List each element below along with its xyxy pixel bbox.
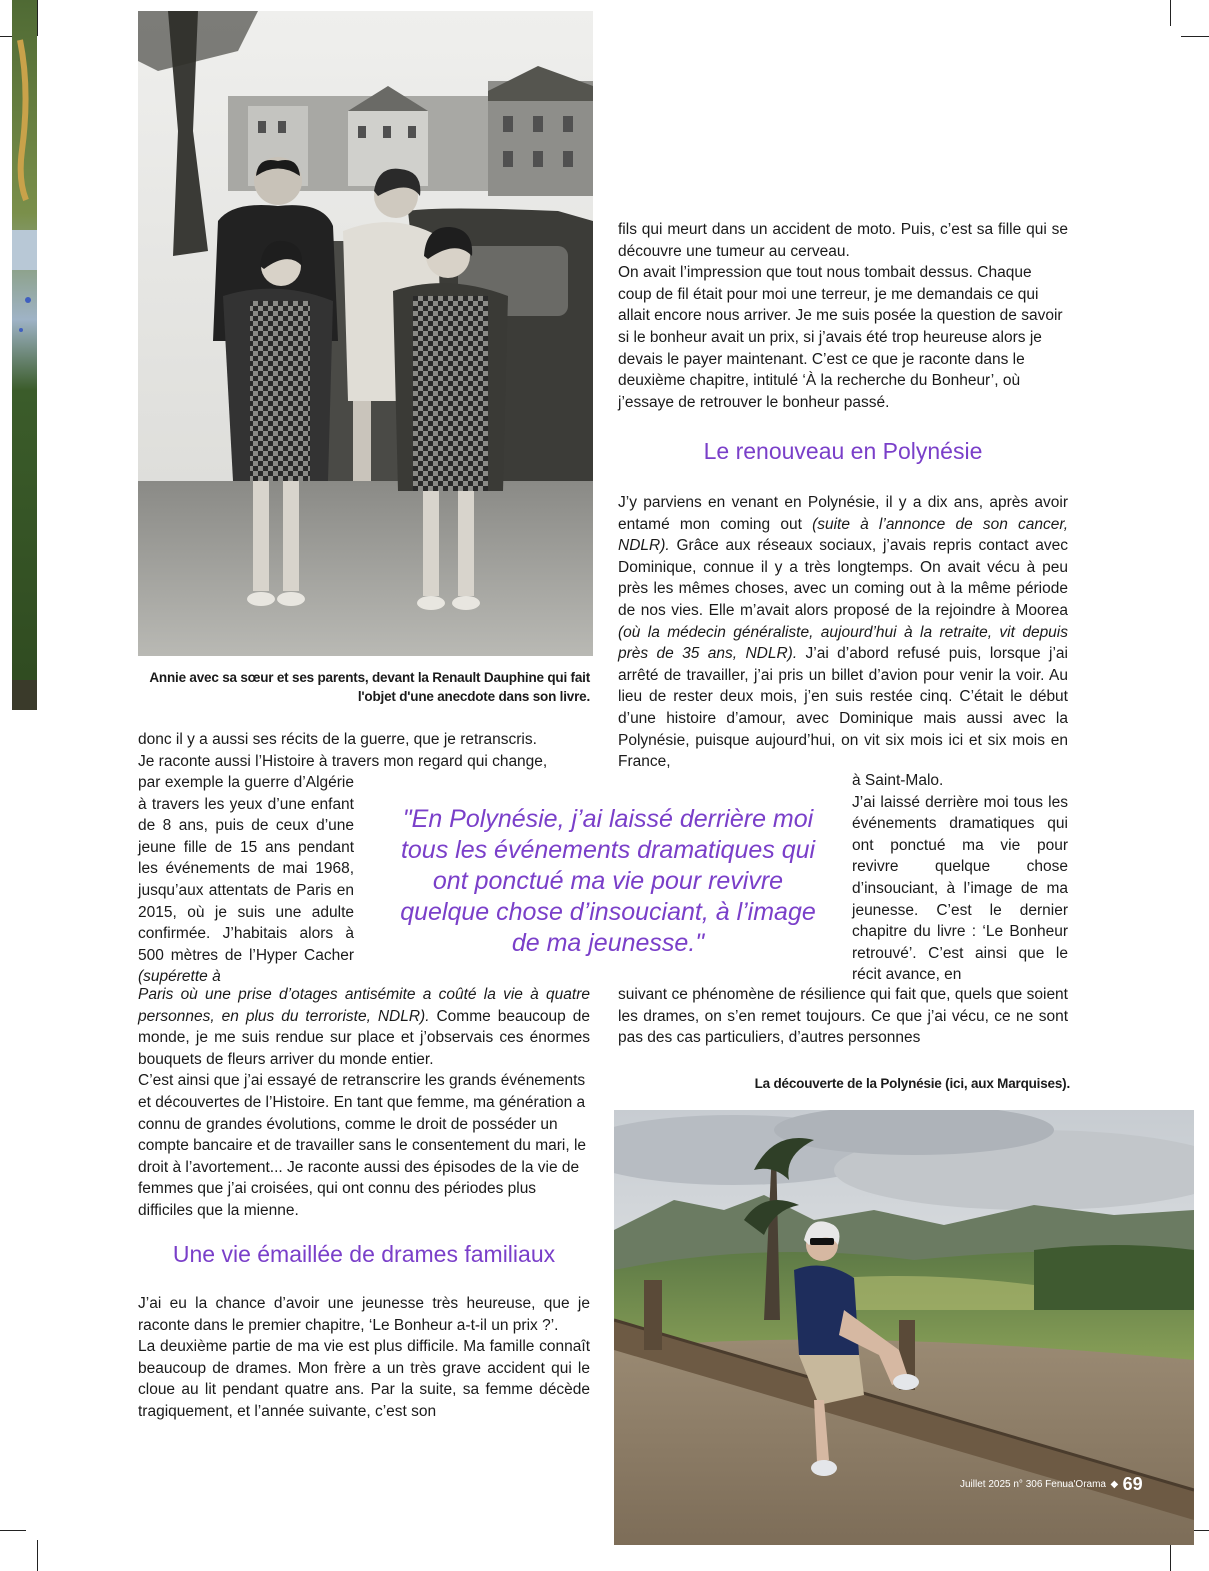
issue-info: Juillet 2025 n° 306 Fenua'Orama (960, 1479, 1106, 1490)
body-paragraph (138, 772, 354, 988)
bullet-icon: ◆ (1110, 1479, 1119, 1490)
right-column-top (618, 219, 1068, 413)
family-photo (138, 11, 593, 656)
crop-mark (37, 0, 38, 36)
body-line: à Saint-Malo. (852, 772, 944, 789)
crop-mark (37, 1540, 38, 1571)
right-column-middle (618, 492, 1068, 773)
section-heading-drames: Une vie émaillée de drames familiaux (172, 1241, 556, 1267)
body-paragraph (618, 492, 1068, 773)
pull-quote: "En Polynésie, j’ai laissé derrière moi tous les événements dramatiques qui ont ponctué ma vie pour revivre quelque chose d’insouciant, à l’image de ma jeunesse." (400, 805, 816, 957)
page-number: 69 (1122, 1474, 1143, 1494)
right-column-narrow (852, 770, 1068, 986)
editor-note: Paris où une prise d’otages antisémite a coûté la vie à quatre personnes, en plus du terroriste, NDLR). (138, 986, 590, 1025)
right-column-bottom (618, 984, 1068, 1049)
page-footer (960, 1474, 1143, 1498)
body-paragraph: suivant ce phénomène de résilience qui fait que, quels que soient les drames, on s’en remet toujours. Ce que j’ai vécu, ce ne sont pas des cas particuliers, d’autres personnes (618, 986, 1068, 1047)
crop-mark (0, 1530, 26, 1531)
body-paragraph: On avait l’impression que tout nous tombait dessus. Chaque coup de fil était pour moi une terreur, je me demandais ce qui allait encore nous arriver. Je me suis posée la question de savoir si le bonheur avait un prix, si j’avais été trop heureuse alors je devais le payer maintenant. C’est ce que je raconte dans le deuxième chapitre, intitulé ‘À la recherche du Bonheur’, où j’essaye de retrouver le bonheur passé. (618, 264, 1063, 411)
crop-mark (1170, 1545, 1171, 1571)
body-paragraph: J’ai eu la chance d’avoir une jeunesse très heureuse, que je raconte dans le premier chapitre, ‘Le Bonheur a-t-il un prix ?’. (138, 1295, 590, 1334)
crop-mark (1181, 36, 1209, 37)
text-run: J’ai d’abord refusé puis, lorsque j’ai arrêté de travailler, j’ai pris un billet d’avion pour venir la voir. Au lieu de rester deux mois, j’en suis restée cinq. C’était le début d’une histoire d’amour, avec Dominique mais aussi avec la Polynésie, puisque aujourd’hui, on vit six mois ici et six mois en France, (618, 645, 1069, 771)
body-paragraph: La deuxième partie de ma vie est plus difficile. Ma famille connaît beaucoup de drames. Mon frère a un très grave accident qui le cloue au lit pendant quatre ans. Par la suite, sa femme décède tragiquement, et l’année suivante, c’est son (138, 1338, 590, 1420)
body-paragraph: fils qui meurt dans un accident de moto. Puis, c’est sa fille qui se découvre une tumeur au cerveau. (618, 221, 1068, 260)
body-paragraph: C’est ainsi que j’ai essayé de retranscrire les grands événements et découvertes de l’Histoire. En tant que femme, ma génération a connu de grandes évolutions, comme le droit de posséder un compte bancaire et de travailler sans le consentement du mari, le droit à l’avortement... Je raconte aussi des épisodes de la vie de femmes que j’ai croisées, qui ont connu des périodes plus difficiles que la mienne. (138, 1072, 587, 1219)
editor-note: (supérette à (138, 968, 221, 986)
body-paragraph: donc il y a aussi ses récits de la guerre, que je retranscris. (138, 731, 537, 748)
text-run: Comme beaucoup de monde, je me suis rendue sur place et j’observais ces énormes bouquets de fleurs arriver du monde entier. (138, 1007, 590, 1068)
text-run: J’y parviens en venant en Polynésie, il y a dix ans, après avoir entamé mon coming out (618, 494, 1068, 533)
body-line: Je raconte aussi l’Histoire à travers mon regard qui change, (138, 752, 548, 770)
marquises-photo-caption: La découverte de la Polynésie (ici, aux Marquises). (754, 1076, 1070, 1091)
left-column-bottom (138, 1293, 590, 1423)
editor-note: (où la médecin généraliste, aujourd’hui à la retraite, vit depuis près de 35 ans, NDLR). (618, 623, 1068, 663)
left-column-top (138, 729, 590, 772)
section-heading-renouveau: Le renouveau en Polynésie (703, 438, 983, 464)
family-photo-caption: Annie avec sa sœur et ses parents, devant la Renault Dauphine qui fait l'objet d'une anecdote dans son livre. (149, 670, 590, 704)
body-paragraph: J’ai laissé derrière moi tous les événements dramatiques qui ont ponctué ma vie pour revivre quelque chose d’insouciant, à l’image de ma jeunesse. C’est le dernier chapitre du livre : ‘Le Bonheur retrouvé’. C’est ainsi que le récit avance, en (852, 793, 1068, 984)
editor-note: (suite à l’annonce de son cancer, NDLR). (618, 515, 1069, 555)
body-paragraph (138, 984, 590, 1070)
adjacent-page-photo-strip (12, 0, 37, 710)
crop-mark (1170, 0, 1171, 26)
text-run: Grâce aux réseaux sociaux, j’avais repris contact avec Dominique, connue il y a très longtemps. On avait vécu à peu près les mêmes choses, avec un coming out à la même période de nos vies. Elle m’avait alors proposé de la rejoindre à Moorea (618, 537, 1068, 619)
text-run: par exemple la guerre d’Algérie à travers les yeux d’une enfant de 8 ans, puis de ceux d’une jeune fille de 15 ans pendant les événements de mai 1968, jusqu’aux attentats de Paris en 2015, où je suis une adulte confirmée. J’habitais alors à 500 mètres de l’Hyper Cacher (138, 774, 354, 964)
left-column-narrow (138, 772, 354, 988)
left-column-middle (138, 984, 590, 1222)
